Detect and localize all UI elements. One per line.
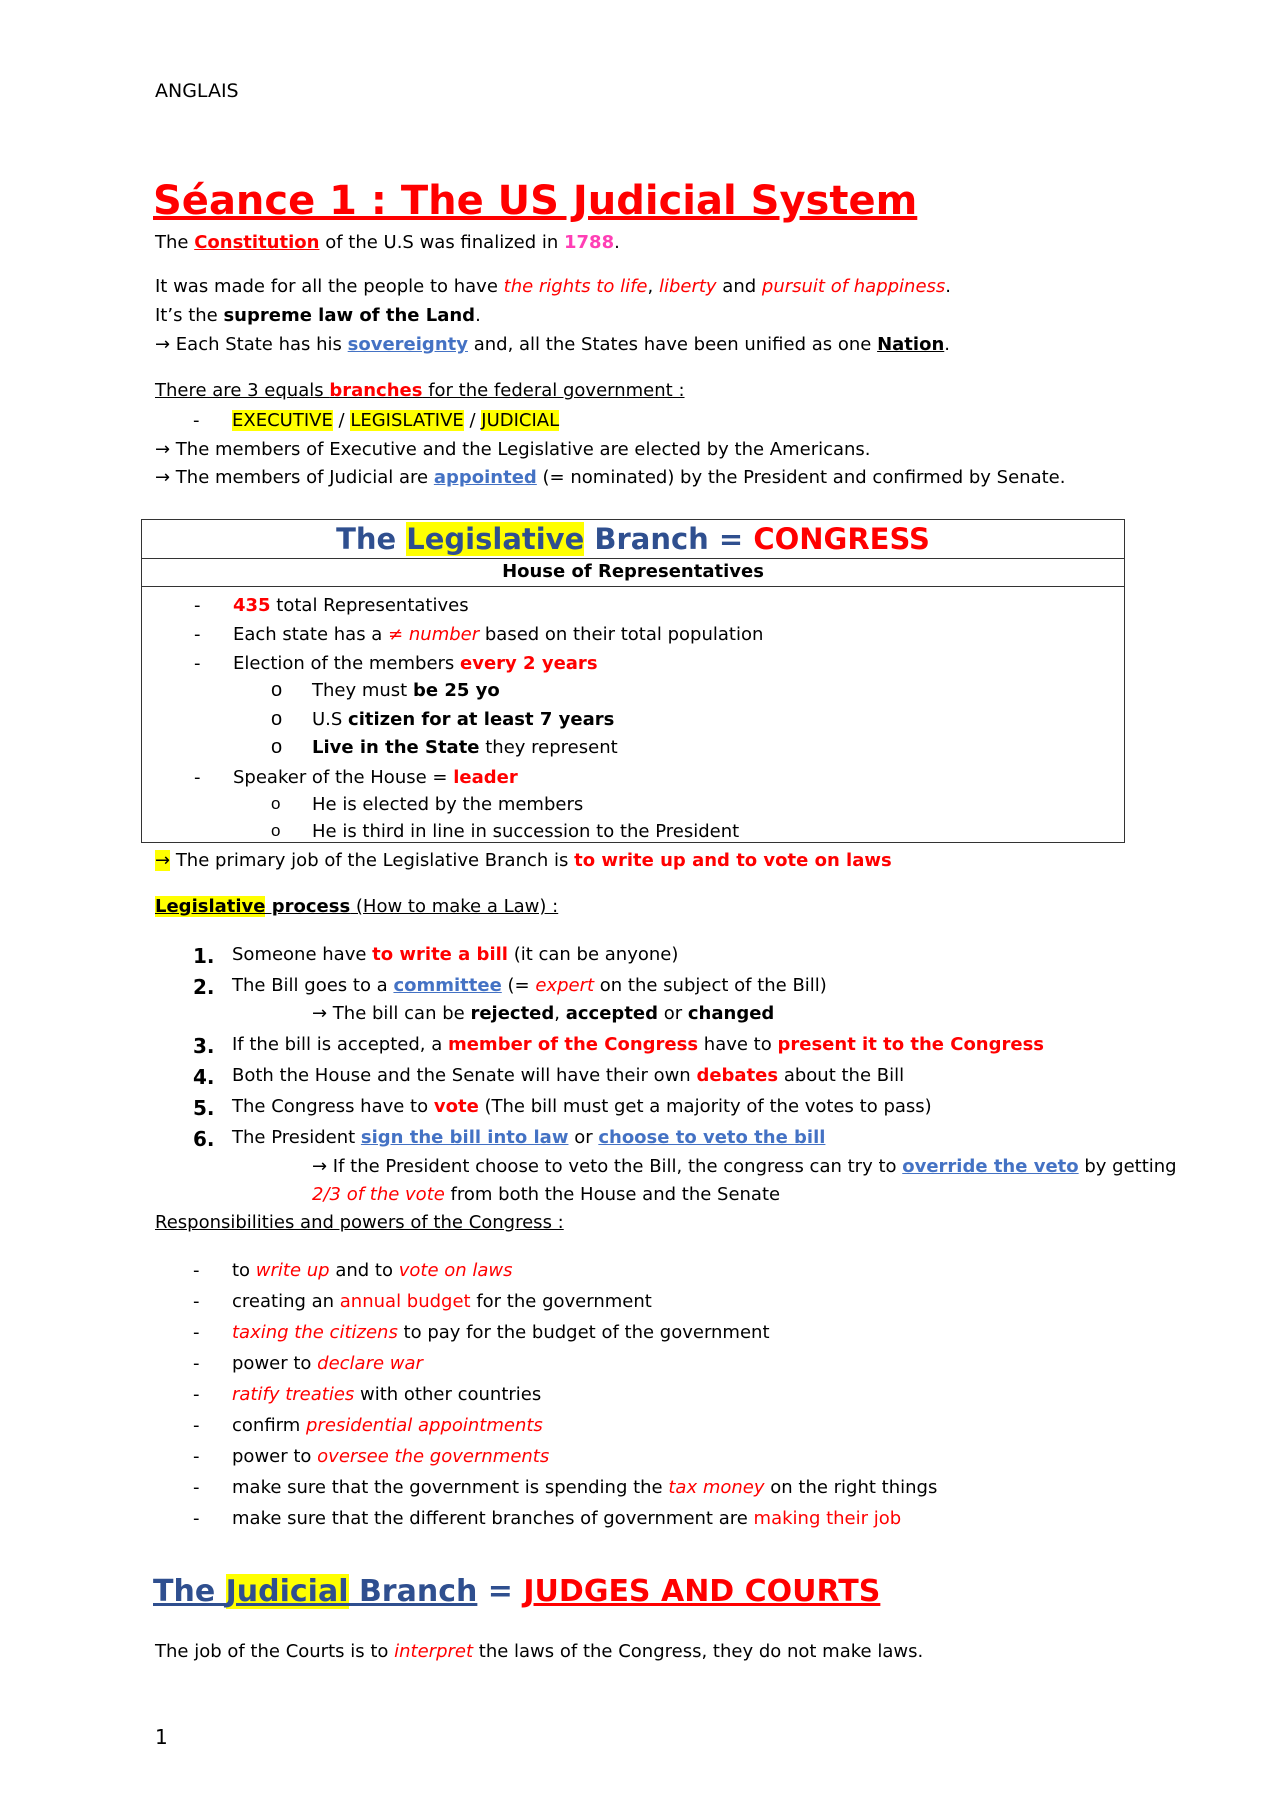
intro-line-4: → Each State has his sovereignty and, all the States have been unified as one Nation. bbox=[155, 334, 950, 355]
page-number: 1 bbox=[155, 1725, 168, 1749]
congress-title: The Legislative Branch = CONGRESS bbox=[142, 520, 1124, 559]
power-item: power to declare war bbox=[232, 1353, 423, 1374]
process-heading: Legislative process (How to make a Law) : bbox=[155, 896, 559, 917]
intro-line-2: It was made for all the people to have the rights to life, liberty and pursuit of happiness. bbox=[155, 276, 952, 297]
year-1788: 1788 bbox=[564, 232, 615, 253]
rep-election: Election of the members every 2 years bbox=[233, 653, 598, 674]
speaker-elected: He is elected by the members bbox=[312, 794, 584, 815]
process-step-2: The Bill goes to a committee (= expert on the subject of the Bill) bbox=[232, 975, 827, 996]
power-item: ratify treaties with other countries bbox=[232, 1384, 542, 1405]
rep-req-age: They must be 25 yo bbox=[312, 680, 500, 701]
process-step-6: The President sign the bill into law or choose to veto the bill bbox=[232, 1127, 826, 1148]
rep-distribution: Each state has a ≠ number based on their total population bbox=[233, 624, 764, 645]
page-title: Séance 1 : The US Judicial System bbox=[153, 178, 918, 224]
rep-req-citizen: U.S citizen for at least 7 years bbox=[312, 709, 615, 730]
power-item: power to oversee the governments bbox=[232, 1446, 550, 1467]
process-step-3: If the bill is accepted, a member of the Congress have to present it to the Congress bbox=[232, 1034, 1045, 1055]
judicial-text: The job of the Courts is to interpret the laws of the Congress, they do not make laws. bbox=[155, 1641, 924, 1662]
powers-heading: Responsibilities and powers of the Congress : bbox=[155, 1212, 564, 1233]
speaker-of-house: Speaker of the House = leader bbox=[233, 767, 518, 788]
intro-line-1: The Constitution of the U.S was finalized in 1788. bbox=[155, 232, 620, 253]
process-step-2-outcome: → The bill can be rejected, accepted or changed bbox=[312, 1003, 775, 1024]
power-item: taxing the citizens to pay for the budget of the government bbox=[232, 1322, 770, 1343]
branches-list: EXECUTIVE / LEGISLATIVE / JUDICIAL bbox=[232, 410, 560, 431]
process-step-1: Someone have to write a bill (it can be anyone) bbox=[232, 944, 679, 965]
power-item: to write up and to vote on laws bbox=[232, 1260, 513, 1281]
rep-req-residence: Live in the State they represent bbox=[312, 737, 618, 758]
power-item: creating an annual budget for the government bbox=[232, 1291, 652, 1312]
process-step-5: The Congress have to vote (The bill must get a majority of the votes to pass) bbox=[232, 1096, 932, 1117]
process-step-6-veto: → If the President choose to veto the Bill, the congress can try to override the veto by getting bbox=[312, 1156, 1177, 1177]
power-item: confirm presidential appointments bbox=[232, 1415, 543, 1436]
page-header: ANGLAIS bbox=[155, 80, 239, 102]
process-step-4: Both the House and the Senate will have their own debates about the Bill bbox=[232, 1065, 905, 1086]
power-item: make sure that the different branches of government are making their job bbox=[232, 1508, 902, 1529]
constitution-term: Constitution bbox=[194, 232, 320, 253]
power-item: make sure that the government is spending the tax money on the right things bbox=[232, 1477, 938, 1498]
branches-note-1: → The members of Executive and the Legislative are elected by the Americans. bbox=[155, 439, 871, 460]
congress-table: The Legislative Branch = CONGRESS House of Representatives - 435 total Representatives - Each state has a ≠ number based on their total population - Election of the members every 2 years o They must be 25 yo o U.S citizen for at least 7 years o Live in the State they represent - Speaker of the House = leader o He is elected by the members o He is third in line in succession to the President bbox=[141, 519, 1125, 843]
judicial-branch-title: The Judicial Branch = JUDGES AND COURTS bbox=[153, 1574, 881, 1609]
house-of-representatives-header: House of Representatives bbox=[142, 558, 1124, 587]
rep-count: 435 total Representatives bbox=[233, 595, 469, 616]
branches-note-2: → The members of Judicial are appointed (= nominated) by the President and confirmed by Senate. bbox=[155, 467, 1066, 488]
speaker-succession: He is third in line in succession to the President bbox=[312, 821, 740, 842]
primary-job-line: → The primary job of the Legislative Branch is to write up and to vote on laws bbox=[155, 850, 892, 871]
branches-dash: - bbox=[193, 410, 200, 431]
branches-heading: There are 3 equals branches for the federal government : bbox=[155, 380, 685, 401]
intro-line-3: It’s the supreme law of the Land. bbox=[155, 305, 481, 326]
process-step-6-override: 2/3 of the vote from both the House and the Senate bbox=[312, 1184, 781, 1205]
